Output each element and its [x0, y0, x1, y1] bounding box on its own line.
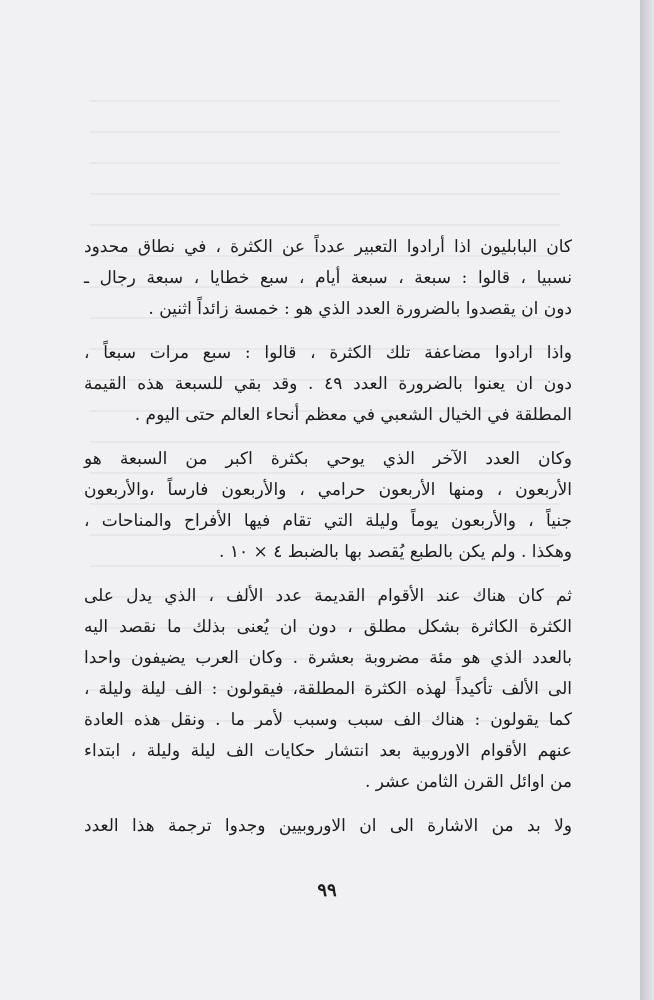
- text-line: وكان العدد الآخر الذي يوحي بكثرة اكبر من السبعة هو: [84, 449, 572, 469]
- paragraph-4: [84, 581, 572, 798]
- body-text: [84, 232, 572, 855]
- text-line: الى الألف تأكيداً لهذه الكثرة المطلقة، فيقولون : الف ليلة وليلة ،: [84, 679, 572, 699]
- text-line: كما يقولون : هناك الف سبب وسبب لأمر ما . ونقل هذه العادة: [84, 710, 572, 730]
- text-line: الأربعون ، ومنها الأربعون حرامي ، والأربعون فارساً ،والأربعون: [84, 480, 572, 500]
- page-edge: [640, 0, 654, 1000]
- text-line: دون ان يقصدوا بالضرورة العدد الذي هو : خمسة زائداً اثنين .: [148, 299, 572, 319]
- text-line: بالعدد الذي هو مئة مضروبة بعشرة . وكان العرب يضيفون واحدا: [84, 648, 572, 668]
- paragraph-5: [84, 811, 572, 842]
- text-line: دون ان يعنوا بالضرورة العدد ٤٩ . وقد بقي للسبعة هذه القيمة: [84, 374, 573, 394]
- text-line: كان البابليون اذا أرادوا التعبير عدداً عن الكثرة ، في نطاق محدود: [84, 237, 572, 257]
- paragraph-3: [84, 444, 572, 568]
- text-line: الكثرة الكاثرة بشكل مطلق ، دون ان يُعنى بذلك ما نقصد اليه: [84, 617, 572, 637]
- text-line: ولا بد من الاشارة الى ان الاوروبيين وجدوا ترجمة هذا العدد: [84, 816, 572, 836]
- text-line: وهكذا . ولم يكن بالطبع يُقصد بها بالضبط ٤ × ١٠ .: [219, 542, 572, 562]
- text-line: نسبيا ، قالوا : سبعة ، سبعة أيام ، سبع خطايا ، سبعة رجال ـ: [84, 268, 572, 288]
- paragraph-1: [84, 232, 572, 325]
- text-line: ثم كان هناك عند الأقوام القديمة عدد الألف ، الذي يدل على: [84, 586, 572, 606]
- text-line: من اوائل القرن الثامن عشر .: [364, 772, 572, 792]
- text-line: جنياً ، والأربعون يوماً وليلة التي تقام فيها الأفراح والمناحات ،: [84, 511, 572, 531]
- text-line: عنهم الأقوام الاوروبية بعد انتشار حكايات الف ليلة وليلة ، ابتداء: [84, 741, 572, 761]
- text-line: واذا ارادوا مضاعفة تلك الكثرة ، قالوا : سبع مرات سبعاً ،: [84, 343, 572, 363]
- paragraph-2: [84, 338, 572, 431]
- page-number: ٩٩: [317, 880, 337, 901]
- text-line: المطلقة في الخيال الشعبي في معظم أنحاء العالم حتى اليوم .: [134, 405, 572, 425]
